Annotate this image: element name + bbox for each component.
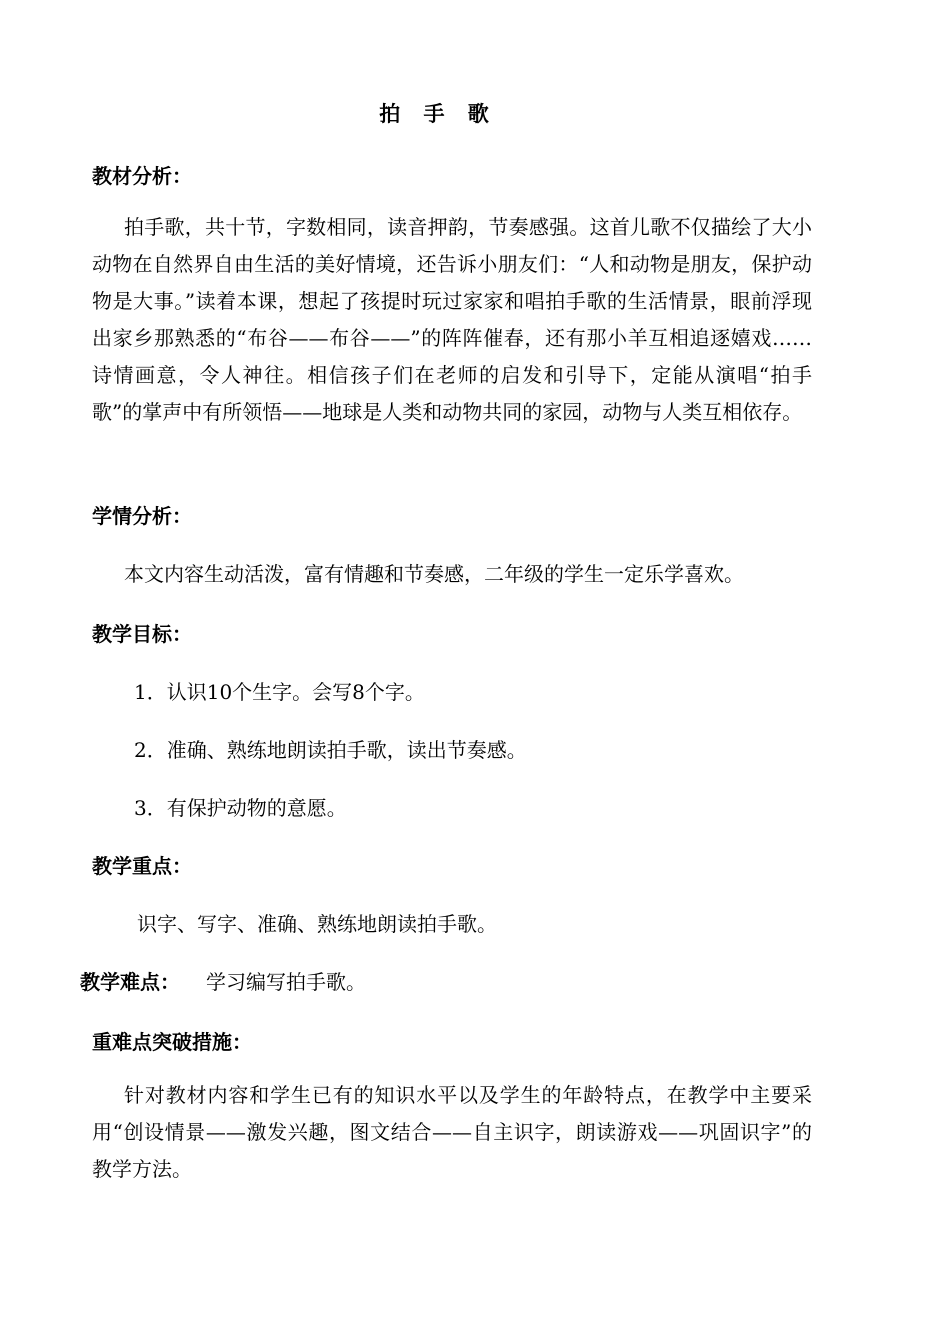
heading-teaching-key-points: 教学重点： xyxy=(92,854,192,878)
heading-breakthrough-measures: 重难点突破措施： xyxy=(92,1030,252,1054)
key-points-text: 识字、写字、准确、熟练地朗读拍手歌。 xyxy=(137,912,497,936)
student-analysis-text: 本文内容生动活泼，富有情趣和节奏感，二年级的学生一定乐学喜欢。 xyxy=(124,562,744,586)
goal-item: 2．准确、熟练地朗读拍手歌，读出节奏感。 xyxy=(134,738,527,762)
material-analysis-text: 拍手歌，共十节，字数相同，读音押韵，节奏感强。这首儿歌不仅描绘了大小动物在自然界自由生活的美好情境，还告诉小朋友们：“人和动物是朋友，保护动物是大事。”读着本课，想起了孩提时玩过家家和唱拍手歌的生活情景，眼前浮现出家乡那熟悉的“布谷——布谷——”的阵阵催春，还有那小羊互相追逐嬉戏……诗情画意，令人神往。相信孩子们在老师的启发和引导下，定能从演唱“拍手歌”的掌声中有所领悟——地球是人类和动物共同的家园，动物与人类互相依存。 xyxy=(92,215,812,424)
heading-teaching-goals: 教学目标： xyxy=(92,622,192,646)
breakthrough-measures-text: 针对教材内容和学生已有的知识水平以及学生的年龄特点，在教学中主要采用“创设情景——激发兴趣，图文结合——自主识字，朗读游戏——巩固识字”的教学方法。 xyxy=(92,1083,812,1181)
difficulties-text: 学习编写拍手歌。 xyxy=(206,970,366,994)
heading-material-analysis: 教材分析： xyxy=(92,164,192,188)
teaching-difficulties-row xyxy=(80,966,366,995)
goal-item: 3．有保护动物的意愿。 xyxy=(134,796,347,820)
goal-item: 1．认识10个生字。会写8个字。 xyxy=(134,680,425,704)
page-title: 拍 手 歌 xyxy=(379,102,497,126)
heading-teaching-difficulties: 教学难点： xyxy=(80,970,180,994)
heading-student-analysis: 学情分析： xyxy=(92,504,192,528)
